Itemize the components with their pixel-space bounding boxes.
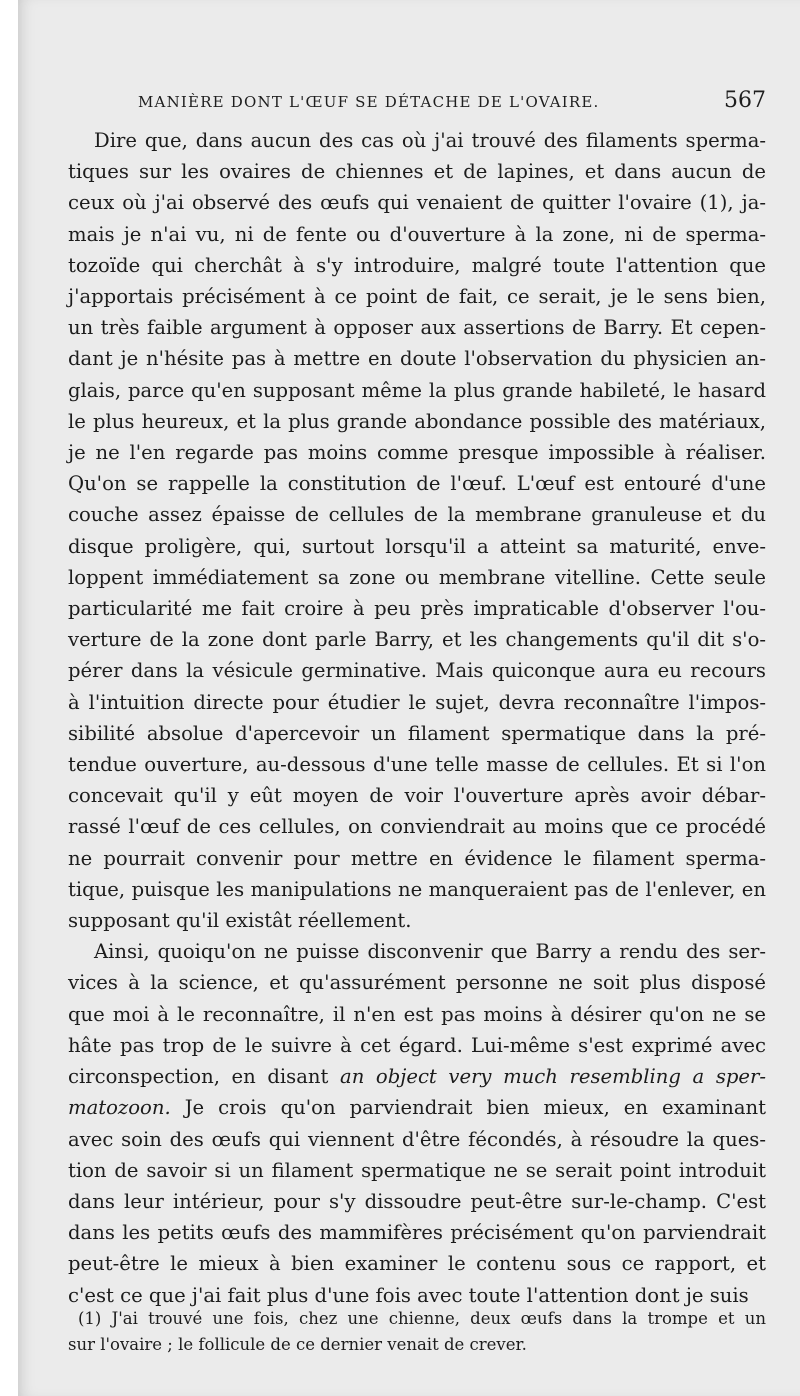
text-line: le plus heureux, et la plus grande abondance possible des matériaux, [68, 409, 766, 433]
text-line: supposant qu'il existât réellement. [68, 909, 412, 933]
footnote [68, 1306, 766, 1358]
page-header [138, 90, 766, 116]
book-page [18, 0, 800, 1396]
text-line: à l'intuition directe pour étudier le sujet, devra reconnaître l'impos- [68, 690, 766, 714]
text-line: que moi à le reconnaître, il n'en est pas moins à désirer qu'on ne se [68, 1002, 766, 1026]
text-line: tique, puisque les manipulations ne manqueraient pas de l'enlever, en [68, 877, 766, 901]
text-line: concevait qu'il y eût moyen de voir l'ouverture après avoir débar- [68, 784, 766, 808]
text-line: tiques sur les ovaires de chiennes et de lapines, et dans aucun de [68, 160, 766, 184]
text-line: mais je n'ai vu, ni de fente ou d'ouverture à la zone, ni de sperma- [68, 222, 766, 246]
text-line: sibilité absolue d'apercevoir un filament spermatique dans la pré- [68, 721, 766, 745]
body-text [68, 125, 766, 1311]
text-line: ceux où j'ai observé des œufs qui venaient de quitter l'ovaire (1), ja- [68, 191, 766, 215]
text-line: particularité me fait croire à peu près impraticable d'observer l'ou- [68, 597, 766, 621]
text-line: Ainsi, quoiqu'on ne puisse disconvenir que Barry a rendu des ser- [94, 940, 766, 964]
text-line: dans leur intérieur, pour s'y dissoudre peut-être sur-le-champ. C'est [68, 1189, 766, 1213]
footnote-line: (1) J'ai trouvé une fois, chez une chienne, deux œufs dans la trompe et un [78, 1309, 766, 1328]
footnotes [68, 1306, 766, 1358]
text-line: avec soin des œufs qui viennent d'être fécondés, à résoudre la ques- [68, 1127, 766, 1151]
text-line: Qu'on se rappelle la constitution de l'œuf. L'œuf est entouré d'une [68, 472, 766, 496]
text-line: loppent immédiatement sa zone ou membrane vitelline. Cette seule [68, 565, 766, 589]
text-line: dans les petits œufs des mammifères précisément qu'on parviendrait [68, 1221, 766, 1245]
text-line: hâte pas trop de le suivre à cet égard. Lui-même s'est exprimé avec [68, 1033, 766, 1057]
text-line: je ne l'en regarde pas moins comme presque impossible à réaliser. [68, 441, 766, 465]
text-line: verture de la zone dont parle Barry, et les changements qu'il dit s'o- [68, 628, 766, 652]
text-line: matozoon. Je crois qu'on parviendrait bien mieux, en examinant [68, 1096, 766, 1120]
text-line: dant je n'hésite pas à mettre en doute l'observation du physicien an- [68, 347, 766, 371]
running-head: MANIÈRE DONT L'ŒUF SE DÉTACHE DE L'OVAIRE. [138, 93, 600, 111]
text-line: peut-être le mieux à bien examiner le contenu sous ce rapport, et [68, 1252, 766, 1276]
text-line: ne pourrait convenir pour mettre en évidence le filament sperma- [68, 846, 766, 870]
text-line: pérer dans la vésicule germinative. Mais quiconque aura eu recours [68, 659, 766, 683]
text-line: circonspection, en disant an object very much resembling a sper- [68, 1065, 767, 1089]
text-line: rassé l'œuf de ces cellules, on conviendrait au moins que ce procédé [68, 815, 766, 839]
text-line: disque proligère, qui, surtout lorsqu'il a atteint sa maturité, enve- [68, 534, 766, 558]
text-line: Dire que, dans aucun des cas où j'ai trouvé des filaments sperma- [94, 129, 766, 152]
text-line: tendue ouverture, au-dessous d'une telle masse de cellules. Et si l'on [68, 753, 766, 777]
text-line: j'apportais précisément à ce point de fait, ce serait, je le sens bien, [68, 285, 766, 309]
paragraph [68, 936, 766, 1310]
footnote-line: sur l'ovaire ; le follicule de ce dernier venait de crever. [68, 1335, 527, 1354]
text-line: glais, parce qu'en supposant même la plus grande habileté, le hasard [68, 378, 766, 402]
page-number: 567 [724, 88, 766, 113]
paragraph [68, 125, 766, 936]
text-line: tion de savoir si un filament spermatique ne se serait point introduit [68, 1158, 766, 1182]
text-line: c'est ce que j'ai fait plus d'une fois avec toute l'attention dont je suis [68, 1283, 749, 1307]
text-line: tozoïde qui cherchât à s'y introduire, malgré toute l'attention que [68, 253, 766, 277]
text-line: vices à la science, et qu'assurément personne ne soit plus disposé [68, 971, 766, 995]
text-line: couche assez épaisse de cellules de la membrane granuleuse et du [68, 503, 766, 527]
text-line: un très faible argument à opposer aux assertions de Barry. Et cepen- [68, 316, 766, 340]
